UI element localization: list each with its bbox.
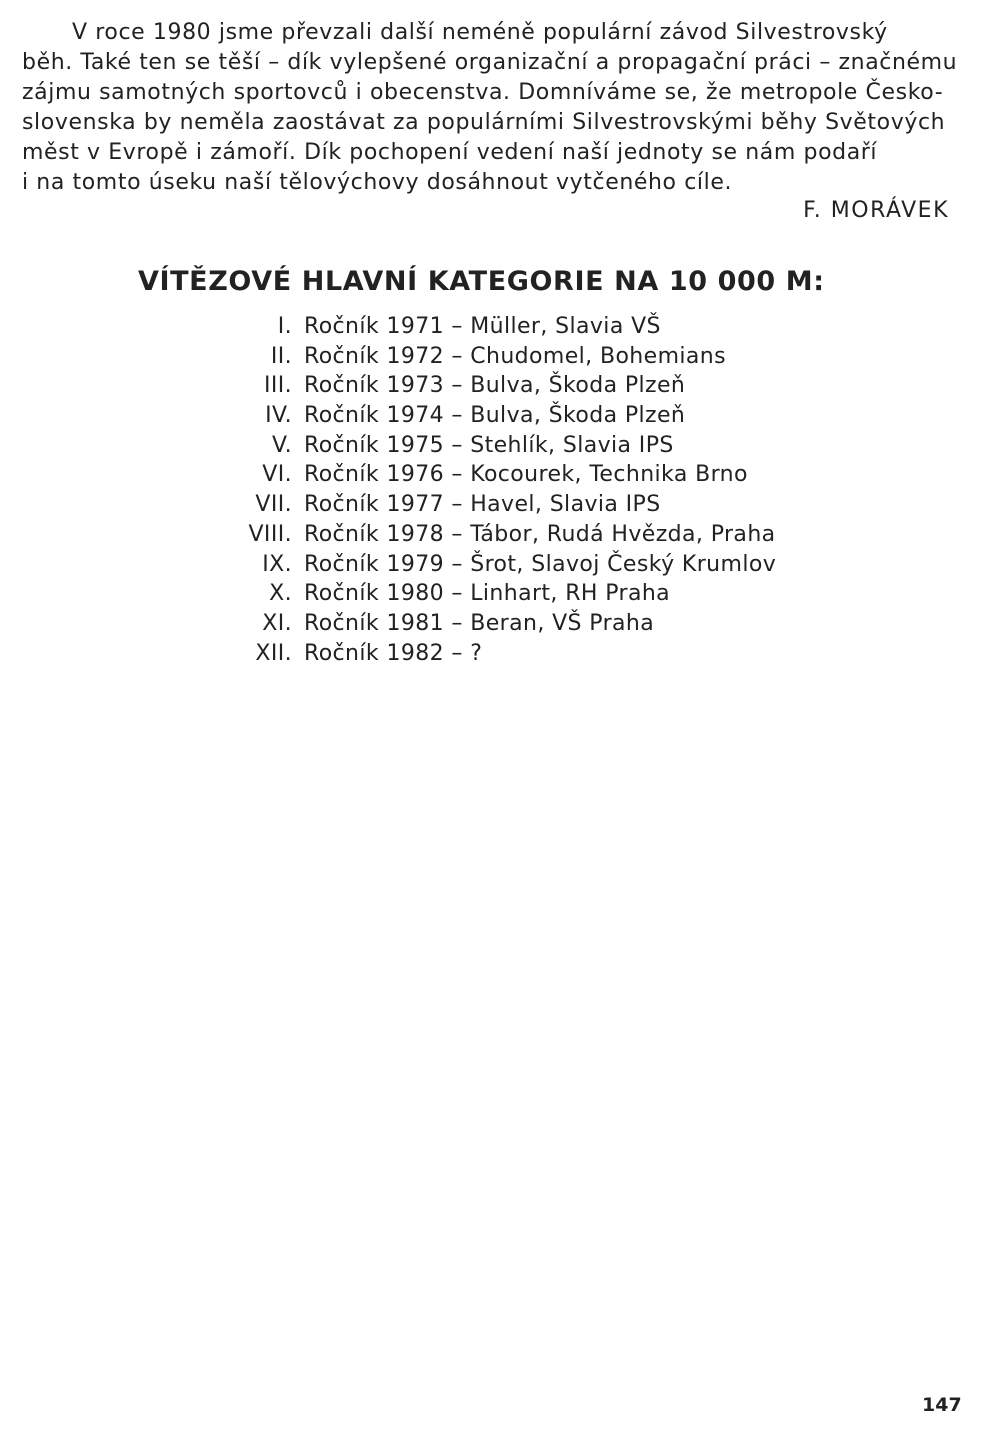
winner-entry: Ročník 1971 – Müller, Slavia VŠ (304, 314, 661, 339)
list-item (228, 490, 776, 520)
list-item (228, 342, 776, 372)
section-heading: VÍTĚZOVÉ HLAVNÍ KATEGORIE NA 10 000 M: (138, 266, 825, 297)
year-ordinal: IV. (265, 403, 292, 429)
year-ordinal: X. (269, 581, 292, 607)
paragraph-line: i na tomto úseku naší tělovýchovy dosáhnout vytčeného cíle. (22, 170, 733, 195)
paragraph-line: slovenska by neměla zaostávat za populárními Silvestrovskými běhy Světových (22, 110, 946, 135)
list-item (228, 312, 776, 342)
winner-entry: Ročník 1973 – Bulva, Škoda Plzeň (304, 373, 686, 399)
page-number: 147 (922, 1394, 962, 1416)
list-item (228, 401, 776, 431)
year-ordinal: XII. (255, 640, 292, 666)
year-ordinal: III. (263, 373, 292, 399)
year-ordinal: V. (271, 432, 292, 458)
winner-entry: Ročník 1977 – Havel, Slavia IPS (304, 492, 661, 518)
author-signature: F. MORÁVEK (803, 198, 949, 223)
list-item (228, 579, 776, 609)
list-item (228, 550, 776, 580)
paragraph-line: běh. Také ten se těší – dík vylepšené organizační a propagační práci – značnému (22, 50, 958, 75)
year-ordinal: I. (277, 314, 292, 339)
year-ordinal: VIII. (248, 521, 292, 547)
winner-entry: Ročník 1981 – Beran, VŠ Praha (304, 610, 655, 636)
list-item (228, 431, 776, 461)
list-item (228, 609, 776, 639)
winners-list (228, 312, 776, 668)
list-item (228, 460, 776, 490)
winner-entry: Ročník 1982 – ? (304, 640, 483, 666)
year-ordinal: VI. (262, 462, 292, 488)
year-ordinal: VII. (255, 492, 292, 518)
list-item (228, 639, 776, 669)
winner-entry: Ročník 1978 – Tábor, Rudá Hvězda, Praha (304, 521, 776, 547)
winner-entry: Ročník 1980 – Linhart, RH Praha (304, 581, 671, 607)
list-item (228, 520, 776, 550)
list-item (228, 371, 776, 401)
article-paragraph (22, 18, 958, 198)
winner-entry: Ročník 1974 – Bulva, Škoda Plzeň (304, 403, 686, 429)
winner-entry: Ročník 1975 – Stehlík, Slavia IPS (304, 432, 674, 458)
winner-entry: Ročník 1976 – Kocourek, Technika Brno (304, 462, 748, 488)
year-ordinal: II. (270, 343, 292, 369)
year-ordinal: IX. (262, 551, 292, 577)
paragraph-line: měst v Evropě i zámoří. Dík pochopení vedení naší jednoty se nám podaří (22, 140, 878, 165)
paragraph-line: zájmu samotných sportovců i obecenstva. Domníváme se, že metropole Česko- (22, 80, 944, 105)
year-ordinal: XI. (262, 610, 292, 636)
paragraph-line: V roce 1980 jsme převzali další neméně populární závod Silvestrovský (72, 20, 888, 45)
winner-entry: Ročník 1979 – Šrot, Slavoj Český Krumlov (304, 551, 777, 577)
winner-entry: Ročník 1972 – Chudomel, Bohemians (304, 343, 727, 369)
